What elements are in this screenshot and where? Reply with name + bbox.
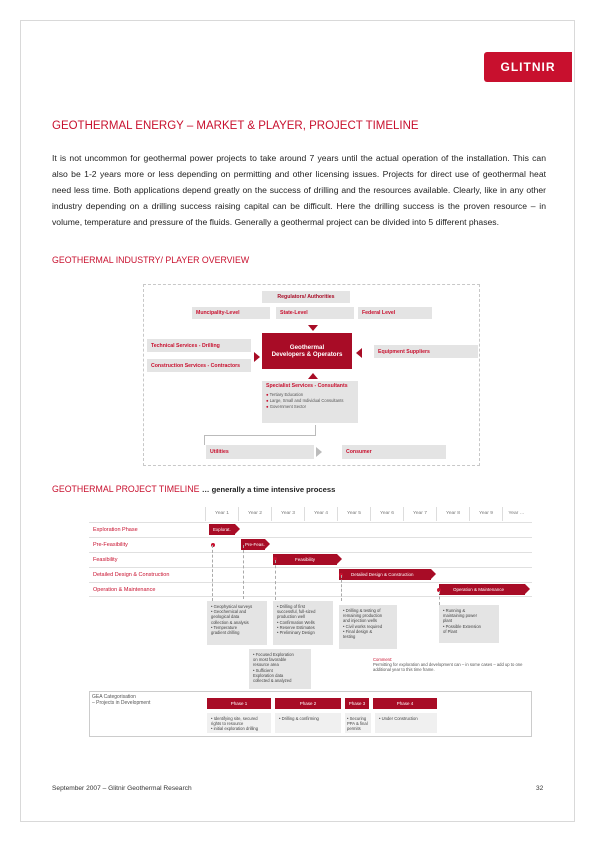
gea-line: – Projects in Development <box>92 700 151 706</box>
specialist-item: ● Government Sector <box>266 404 344 410</box>
year-header: Year 4 <box>304 507 337 521</box>
specialist-title: Specialist Services - Consultants <box>266 383 348 389</box>
developers-operators-box <box>262 333 352 369</box>
operation-note <box>439 605 499 643</box>
timeline-row: Feasibility <box>89 552 532 567</box>
specialist-item: ● Large, Small and Individual Consultants <box>266 398 344 404</box>
phase-box: Phase 2 <box>275 698 341 709</box>
note-line: collected & analyzed <box>253 678 292 684</box>
note-line: • Temperature <box>211 624 238 630</box>
comment-text: Permitting for exploration and development can – in some cases – add up to one additional year to this time frame. <box>373 662 523 673</box>
note-line: • Drilling & testing of <box>343 608 381 613</box>
note-line: • Possible Extension <box>443 623 482 629</box>
note-line: • Final design & <box>343 628 373 634</box>
section-title-player-overview: GEOTHERMAL INDUSTRY/ PLAYER OVERVIEW <box>52 255 250 265</box>
year-header: Year 8 <box>436 507 469 521</box>
specialist-list <box>266 392 344 410</box>
note-line: plant <box>443 618 453 624</box>
regulators-box: Regulators/ Authorities <box>262 291 350 303</box>
note-line: • Under Construction <box>379 716 418 721</box>
note-line: remaining production <box>343 613 383 619</box>
note-line: collection & analysis <box>211 619 249 625</box>
arrow-left-icon <box>356 348 362 358</box>
page-title: GEOTHERMAL ENERGY – MARKET & PLAYER, PROJECT TIMELINE <box>52 120 419 132</box>
specialist-item: ● Tertiary Education <box>266 392 344 398</box>
year-header: Year 7 <box>403 507 436 521</box>
year-header: Year … <box>502 507 530 521</box>
note-line: • Civil works required <box>343 623 383 629</box>
year-header: Year 9 <box>469 507 502 521</box>
note-line: successful, full-sized <box>277 609 316 615</box>
construction-services-box: Construction Services - Contractors <box>147 359 251 372</box>
dashed-connector <box>439 591 440 605</box>
note-line: • initial exploration drilling <box>211 726 259 732</box>
arrow-right-icon <box>316 447 322 457</box>
section-title-timeline <box>52 484 335 494</box>
note-line: • Confirmation Wells <box>277 619 315 625</box>
phase-box: Phase 4 <box>373 698 437 709</box>
timeline-row: Pre-Feasibility <box>89 537 532 552</box>
glitnir-logo: GLITNIR <box>484 52 572 82</box>
state-box: State-Level <box>276 307 354 319</box>
comment-title: Comment: <box>373 657 393 662</box>
project-timeline-diagram <box>89 505 532 738</box>
center-line1: Geothermal <box>289 344 325 351</box>
note-line: testing <box>343 634 356 640</box>
timeline-row: Operation & Maintenance <box>89 582 532 597</box>
year-header: Year 3 <box>271 507 304 521</box>
note-line: gradient drilling <box>211 630 240 636</box>
timeline-subtitle: … generally a time intensive process <box>201 485 336 494</box>
exploration-note <box>207 601 267 645</box>
municipality-box: Muncipality-Level <box>192 307 270 319</box>
note-line: permits <box>347 726 361 732</box>
specialist-services-box <box>262 381 358 423</box>
footer-source: September 2007 – Glitnir Geothermal Research <box>52 785 192 792</box>
technical-services-box: Technical Services - Drilling <box>147 339 251 352</box>
dashed-connector <box>212 545 213 601</box>
timeline-bar: Pre-Feas. <box>241 539 265 550</box>
timeline-bar: Detailed Design & Construction <box>339 569 431 580</box>
phase-box: Phase 3 <box>345 698 369 709</box>
phase3-note <box>345 713 371 733</box>
player-overview-diagram <box>143 284 480 466</box>
note-line: resource area <box>253 662 279 668</box>
timeline-comment <box>373 657 523 673</box>
note-line: • Sufficient <box>253 667 273 673</box>
gea-label <box>92 694 150 706</box>
phase-box: Phase 1 <box>207 698 271 709</box>
note-line: and injection wells <box>343 618 377 624</box>
feasibility-note <box>273 601 333 645</box>
gea-line: GEA Categorisation <box>92 694 136 700</box>
note-line: • Focused Exploration <box>253 652 294 657</box>
note-line: • Reserve Estimates <box>277 624 315 630</box>
year-header: Year 6 <box>370 507 403 521</box>
note-line: maintaining power <box>443 613 477 619</box>
prefeasibility-note <box>249 649 311 689</box>
note-line: PPA & final <box>347 721 368 727</box>
arrow-right-icon <box>254 352 260 362</box>
note-line: of Plant <box>443 628 458 634</box>
page-number: 32 <box>536 785 544 792</box>
note-line: • Securing <box>347 716 367 721</box>
timeline-row: Exploration Phase <box>89 522 532 537</box>
timeline-bar: Explorat. <box>209 524 235 535</box>
note-line: • Drilling of first <box>277 604 305 609</box>
year-header: Year 1 <box>205 507 238 521</box>
arrow-down-icon <box>308 325 318 331</box>
equipment-suppliers-box: Equipment Suppliers <box>374 345 478 358</box>
note-line: rights to resource <box>211 721 244 727</box>
phase4-note <box>375 713 437 733</box>
timeline-row: Detailed Design & Construction <box>89 567 532 582</box>
note-line: Exploration data <box>253 672 284 678</box>
year-header: Year 2 <box>238 507 271 521</box>
connector-line <box>315 425 316 435</box>
connector-line <box>204 435 205 445</box>
note-line: • Drilling & confirming <box>279 716 319 721</box>
utilities-box: Utilities <box>206 445 314 459</box>
note-line: • Geochemical and <box>211 609 247 615</box>
dashed-connector <box>341 575 342 601</box>
federal-box: Federal Level <box>358 307 432 319</box>
note-line: • Running & <box>443 608 466 613</box>
note-line: geological data <box>211 614 240 620</box>
note-line: production well <box>277 614 305 620</box>
consumer-box: Consumer <box>342 445 446 459</box>
arrow-up-icon <box>308 373 318 379</box>
note-line: • Preliminary Design <box>277 630 315 636</box>
phase1-note <box>207 713 271 733</box>
phase2-note <box>275 713 341 733</box>
timeline-title: GEOTHERMAL PROJECT TIMELINE <box>52 484 200 494</box>
note-line: • Geophysical surveys <box>211 604 253 609</box>
connector-line <box>204 435 316 436</box>
note-line: • Identifying site, secured <box>211 716 258 721</box>
timeline-bar: Operation & Maintenance <box>439 584 525 595</box>
center-line2: Developers & Operators <box>271 351 343 358</box>
timeline-bar: Feasibility <box>273 554 337 565</box>
intro-paragraph: It is not uncommon for geothermal power projects to take around 7 years until the actual operation of the installation. This can also be 1-2 years more or less depending on permitting and other licensing issues. Projects for direct use of geothermal heat need less time. Both applications depend greatly on the success of drilling and the resources available. Clearly, like in any other industry depending on a drilling success raising capital can be difficult. Here the drilling success is the proven resource – in volume, temperature and pressure of the fluids. Generally a geothermal project can be divided into 5 different phases. <box>52 153 546 227</box>
dashed-connector <box>275 560 276 600</box>
year-header: Year 5 <box>337 507 370 521</box>
construction-note <box>339 605 397 649</box>
note-line: on most favorable <box>253 657 287 663</box>
